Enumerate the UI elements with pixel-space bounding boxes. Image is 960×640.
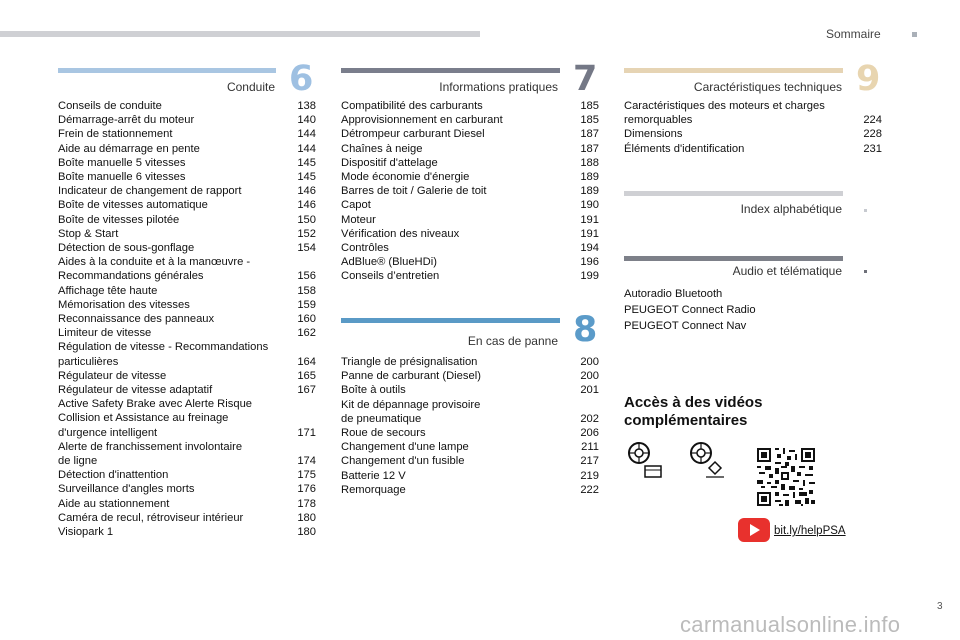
toc-entry[interactable] — [58, 170, 316, 184]
toc-entry-title: Boîte de vitesses automatique — [58, 199, 208, 212]
toc-entry[interactable] — [341, 213, 599, 227]
toc-entry[interactable] — [341, 142, 599, 156]
toc-entry-page: 187 — [580, 142, 599, 155]
index-bar — [624, 191, 843, 196]
toc-entry-page: 175 — [297, 469, 316, 482]
toc-entry-page: 189 — [580, 171, 599, 184]
toc-entry-title: Conseils d’entretien — [341, 270, 440, 283]
toc-entry-page: 164 — [297, 355, 316, 368]
toc-entry-page: 144 — [297, 128, 316, 141]
toc-entry[interactable] — [341, 440, 599, 454]
conduite-bar — [58, 68, 276, 73]
toc-entry-page: 178 — [297, 497, 316, 510]
toc-entry[interactable] — [341, 255, 599, 269]
audio-item[interactable]: Autoradio Bluetooth — [624, 288, 723, 300]
toc-entry-title: Dimensions — [624, 128, 683, 141]
audio-title[interactable]: Audio et télématique — [732, 264, 842, 278]
toc-entry-title: Triangle de présignalisation — [341, 356, 478, 368]
toc-entry-page: 162 — [297, 327, 316, 340]
toc-entry-title: Boîte à outils — [341, 384, 406, 397]
toc-entry-title: Vérification des niveaux — [341, 227, 460, 240]
toc-entry[interactable] — [341, 454, 599, 468]
toc-entry-title: Boîte de vitesses pilotée — [58, 213, 180, 226]
toc-entry[interactable] — [624, 99, 882, 127]
toc-entry-title: Caractéristiques des moteurs et charges remorquables — [624, 100, 825, 127]
toc-entry[interactable] — [58, 511, 316, 525]
techniques-bar — [624, 68, 843, 73]
conduite-title[interactable]: Conduite — [226, 80, 275, 94]
toc-entry[interactable] — [341, 99, 599, 113]
toc-entry[interactable] — [58, 525, 316, 539]
wheel-pump-icon[interactable] — [688, 440, 728, 480]
toc-entry[interactable] — [58, 340, 316, 368]
toc-entry[interactable] — [58, 213, 316, 227]
toc-entry-page: 206 — [580, 427, 599, 440]
panne-title[interactable]: En cas de panne — [467, 334, 558, 348]
toc-entry[interactable] — [341, 227, 599, 241]
panne-number: 8 — [573, 310, 598, 350]
toc-entry-title: Mémorisation des vitesses — [58, 298, 190, 311]
toc-entry-page: 199 — [580, 270, 599, 283]
toc-entry[interactable] — [341, 127, 599, 141]
audio-dot — [864, 270, 867, 273]
toc-entry-title: Dispositif d'attelage — [341, 156, 438, 169]
toc-entry-title: Stop & Start — [58, 227, 119, 240]
videos-title — [624, 394, 762, 430]
toc-entry[interactable] — [58, 468, 316, 482]
toc-entry-page: 156 — [297, 270, 316, 283]
toc-entry-page: 189 — [580, 185, 599, 198]
toc-entry-page: 152 — [297, 227, 316, 240]
toc-entry-title: Affichage tête haute — [58, 284, 158, 297]
toc-entry-page: 154 — [297, 242, 316, 255]
toc-entry-page: 191 — [580, 213, 599, 226]
header-bar — [0, 31, 480, 37]
toc-entry[interactable] — [341, 156, 599, 170]
audio-item[interactable]: PEUGEOT Connect Radio — [624, 304, 756, 316]
audio-list — [624, 286, 756, 334]
toc-entry[interactable] — [58, 241, 316, 255]
toc-entry-page: 202 — [580, 412, 599, 425]
toc-entry-title: Détection de sous-gonflage — [58, 242, 195, 255]
toc-entry-page: 176 — [297, 483, 316, 496]
techniques-title[interactable]: Caractéristiques techniques — [693, 80, 842, 94]
panne-toc — [341, 355, 599, 497]
toc-entry-title: Visiopark 1 — [58, 526, 114, 539]
toc-entry-page: 174 — [297, 455, 316, 468]
toc-entry-title: Reconnaissance des panneaux — [58, 313, 215, 326]
sommaire-label[interactable]: Sommaire — [826, 27, 881, 41]
videos-title-line1: Accès à des vidéos — [624, 394, 763, 411]
toc-entry-title: Panne de carburant (Diesel) — [341, 370, 481, 383]
toc-entry[interactable] — [341, 383, 599, 397]
toc-entry[interactable] — [58, 397, 316, 440]
toc-entry-page: 188 — [580, 156, 599, 169]
toc-entry[interactable] — [624, 127, 882, 141]
toc-entry-page: 201 — [580, 384, 599, 397]
toc-entry[interactable] — [341, 398, 599, 426]
techniques-number: 9 — [856, 59, 881, 99]
techniques-toc — [624, 99, 882, 156]
index-title[interactable]: Index alphabétique — [740, 202, 842, 216]
toc-entry[interactable] — [58, 326, 316, 340]
toc-entry-title: Aide au démarrage en pente — [58, 142, 200, 155]
toc-entry-title: Aides à la conduite et à la manœuvre - Recommandations générales — [58, 256, 251, 283]
toc-entry[interactable] — [58, 369, 316, 383]
audio-bar — [624, 256, 843, 261]
toc-entry-page: 180 — [297, 526, 316, 539]
toc-entry-title: Roue de secours — [341, 427, 426, 440]
toc-entry-title: Contrôles — [341, 242, 389, 255]
toc-entry[interactable] — [58, 440, 316, 468]
toc-entry-page: 159 — [297, 298, 316, 311]
toc-entry-page: 219 — [580, 469, 599, 482]
toc-entry-page: 140 — [297, 114, 316, 127]
toc-entry-page: 200 — [580, 370, 599, 383]
toc-entry-page: 185 — [580, 114, 599, 127]
toc-entry-title: Frein de stationnement — [58, 128, 173, 141]
toc-entry-page: 158 — [297, 284, 316, 297]
toc-entry[interactable] — [341, 483, 599, 497]
toc-entry[interactable] — [624, 142, 882, 156]
toc-entry-title: Boîte manuelle 6 vitesses — [58, 171, 186, 184]
toc-entry-title: Régulateur de vitesse — [58, 369, 167, 382]
toc-entry-page: 180 — [297, 511, 316, 524]
toc-entry[interactable] — [58, 383, 316, 397]
watermark: carmanualsonline.info — [680, 612, 901, 637]
toc-entry-page: 222 — [580, 483, 599, 496]
conduite-number: 6 — [289, 59, 314, 99]
toc-entry[interactable] — [341, 269, 599, 283]
toc-entry[interactable] — [341, 241, 599, 255]
toc-entry-title: Caméra de recul, rétroviseur intérieur — [58, 511, 244, 524]
toc-entry-page: 145 — [297, 156, 316, 169]
toc-entry-page: 200 — [580, 356, 599, 368]
toc-entry[interactable] — [341, 198, 599, 212]
toc-entry-title: Capot — [341, 199, 371, 212]
toc-entry[interactable] — [58, 227, 316, 241]
toc-entry-page: 231 — [863, 142, 882, 155]
toc-entry-title: Chaînes à neige — [341, 142, 423, 155]
toc-entry-title: Active Safety Brake avec Alerte Risque Collision et Assistance au freinage d'urgence intelligent — [58, 398, 253, 439]
toc-entry-page: 165 — [297, 369, 316, 382]
toc-entry-page: 138 — [297, 100, 316, 112]
page-number: 3 — [937, 601, 943, 612]
toc-entry-title: Mode économie d'énergie — [341, 171, 470, 184]
toc-entry-page: 146 — [297, 199, 316, 212]
toc-entry-title: Remorquage — [341, 483, 406, 496]
toc-entry-title: Alerte de franchissement involontaire de ligne — [58, 440, 243, 468]
toc-entry-page: 144 — [297, 142, 316, 155]
toc-entry-page: 228 — [863, 128, 882, 141]
toc-entry-title: Aide au stationnement — [58, 497, 170, 510]
toc-entry-page: 190 — [580, 199, 599, 212]
toc-entry[interactable] — [58, 255, 316, 283]
toc-entry-title: Éléments d'identification — [624, 142, 745, 155]
toc-entry-page: 160 — [297, 313, 316, 326]
videos-title-line2: complémentaires — [624, 412, 748, 429]
video-play-icon[interactable] — [738, 518, 770, 542]
toc-entry[interactable] — [58, 482, 316, 496]
toc-entry-title: Régulation de vitesse - Recommandations particulières — [58, 341, 269, 368]
audio-item[interactable]: PEUGEOT Connect Nav — [624, 320, 747, 332]
toc-entry-title: Batterie 12 V — [341, 469, 406, 482]
toc-entry-title: Détection d'inattention — [58, 469, 169, 482]
toc-entry-page: 145 — [297, 171, 316, 184]
toc-entry[interactable] — [341, 469, 599, 483]
toc-entry[interactable] — [58, 156, 316, 170]
toc-entry[interactable] — [341, 113, 599, 127]
toc-entry[interactable] — [58, 198, 316, 212]
toc-entry-title: Changement d'une lampe — [341, 441, 469, 454]
toc-entry[interactable] — [58, 284, 316, 298]
toc-entry-title: Limiteur de vitesse — [58, 327, 152, 340]
toc-entry[interactable] — [58, 497, 316, 511]
qr-code[interactable] — [755, 446, 817, 508]
toc-entry-page: 187 — [580, 128, 599, 141]
toc-entry[interactable] — [58, 312, 316, 326]
toc-entry[interactable] — [341, 355, 599, 369]
toc-entry-title: Conseils de conduite — [58, 100, 162, 112]
toc-entry[interactable] — [341, 426, 599, 440]
toc-entry-page: 171 — [297, 426, 316, 439]
toc-entry[interactable] — [341, 184, 599, 198]
toc-entry[interactable] — [341, 170, 599, 184]
toc-entry[interactable] — [341, 369, 599, 383]
toc-entry[interactable] — [58, 127, 316, 141]
help-link[interactable]: bit.ly/helpPSA — [774, 525, 846, 537]
toc-entry-title: Changement d'un fusible — [341, 455, 465, 468]
toc-entry-page: 211 — [581, 441, 599, 454]
index-dot — [864, 209, 867, 212]
toc-entry-title: Compatibilité des carburants — [341, 100, 483, 112]
toc-entry-title: Indicateur de changement de rapport — [58, 185, 242, 198]
toc-entry[interactable] — [58, 99, 316, 113]
toc-entry[interactable] — [58, 184, 316, 198]
toc-entry-page: 217 — [580, 455, 599, 468]
infos-bar — [341, 68, 560, 73]
toc-entry-page: 150 — [297, 213, 316, 226]
toc-entry-title: Démarrage-arrêt du moteur — [58, 114, 195, 127]
toc-entry-title: Surveillance d'angles morts — [58, 483, 195, 496]
wheel-box-icon[interactable] — [626, 440, 666, 480]
infos-toc — [341, 99, 599, 284]
toc-entry-title: Kit de dépannage provisoire de pneumatique — [341, 398, 481, 425]
toc-entry-page: 224 — [863, 114, 882, 127]
toc-entry-title: AdBlue® (BlueHDi) — [341, 256, 437, 269]
toc-entry-title: Détrompeur carburant Diesel — [341, 128, 485, 141]
toc-entry-page: 185 — [580, 100, 599, 112]
infos-title[interactable]: Informations pratiques — [439, 80, 558, 94]
toc-entry-title: Moteur — [341, 213, 376, 226]
toc-entry-title: Boîte manuelle 5 vitesses — [58, 156, 186, 169]
toc-entry[interactable] — [58, 142, 316, 156]
header-dot — [912, 32, 917, 37]
infos-number: 7 — [573, 59, 598, 99]
toc-entry-title: Barres de toit / Galerie de toit — [341, 185, 487, 198]
toc-entry-title: Régulateur de vitesse adaptatif — [58, 384, 213, 397]
conduite-toc — [58, 99, 316, 539]
toc-entry[interactable] — [58, 298, 316, 312]
toc-entry-page: 146 — [297, 185, 316, 198]
toc-entry-title: Approvisionnement en carburant — [341, 114, 503, 127]
toc-entry-page: 194 — [580, 242, 599, 255]
toc-entry[interactable] — [58, 113, 316, 127]
toc-entry-page: 196 — [580, 256, 599, 269]
toc-entry-page: 191 — [580, 227, 599, 240]
toc-entry-page: 167 — [297, 384, 316, 397]
panne-bar — [341, 318, 560, 323]
